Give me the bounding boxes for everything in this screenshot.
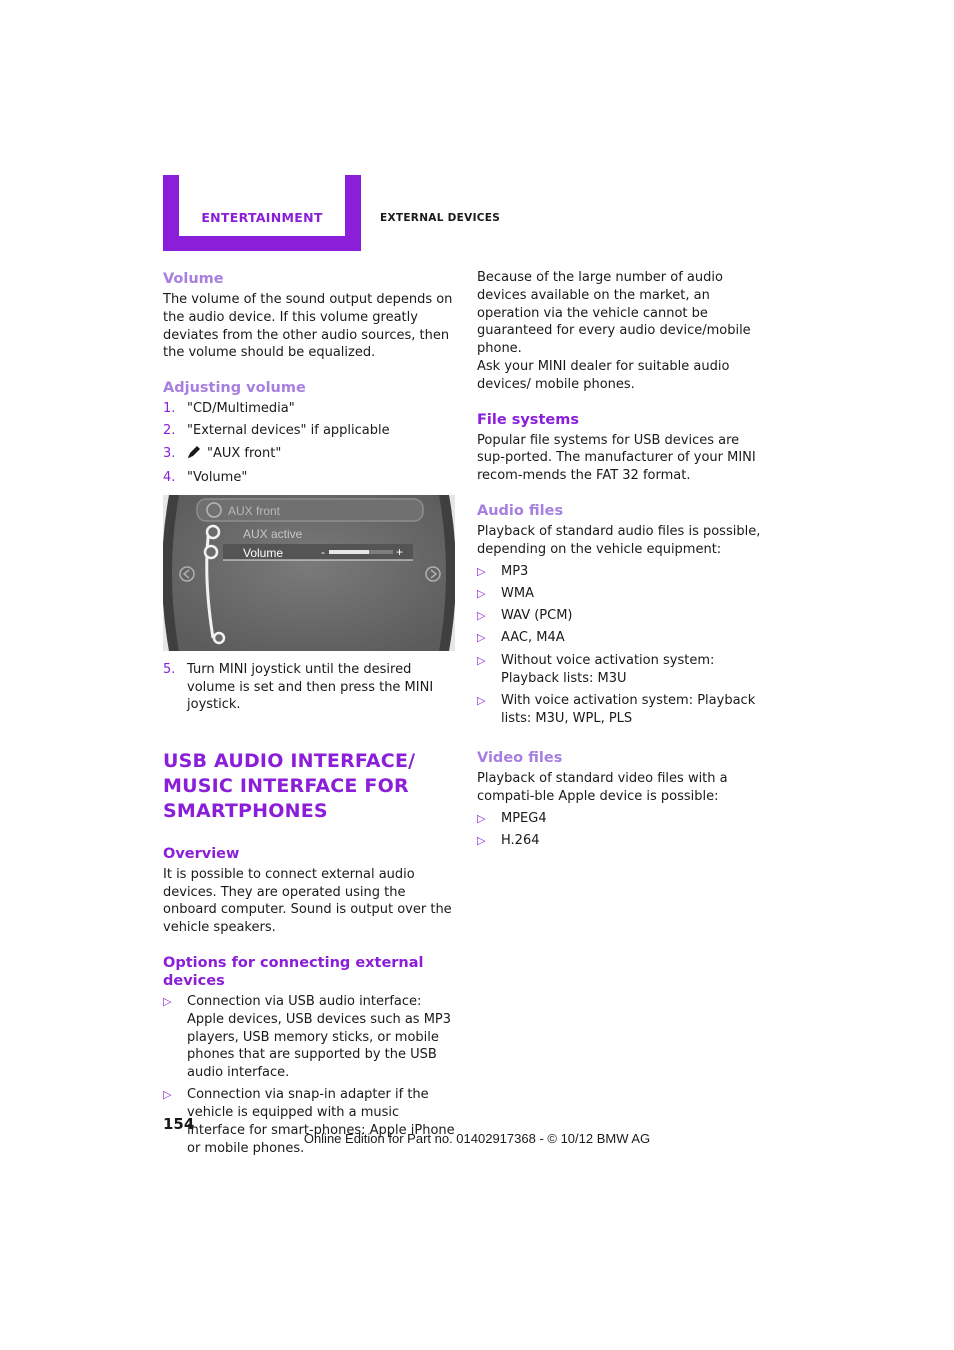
- adjusting-steps: [163, 400, 455, 487]
- edition-footer: Online Edition for Part no. 01402917368 - © 10/12 BMW AG: [303, 1131, 651, 1146]
- step-item: 1. "CD/Multimedia": [163, 401, 295, 417]
- list-item: ▷ H.264: [477, 832, 540, 848]
- volume-level-fill: [329, 550, 369, 554]
- list-item: ▷ Without voice activation system: Playback lists: M3U: [477, 652, 715, 686]
- file-systems-heading: File systems: [477, 411, 579, 428]
- step-item: 3. "AUX front": [163, 445, 455, 465]
- adjusting-step-5: [163, 661, 455, 714]
- step-item: 2. "External devices" if applicable: [163, 423, 390, 439]
- list-item: ▷ With voice activation system: Playback lists: M3U, WPL, PLS: [477, 692, 756, 726]
- file-systems-text: Popular file systems for USB devices are sup-ported. The manufacturer of your MINI recom-mends the FAT 32 format.: [477, 432, 756, 484]
- usb-section-heading: USB AUDIO INTERFACE/ MUSIC INTERFACE FOR SMARTPHONES: [163, 749, 416, 822]
- audio-files-text: Playback of standard audio files is possible, depending on the vehicle equipment:: [477, 523, 761, 557]
- audio-files-list: [477, 563, 769, 728]
- list-item: ▷ Connection via snap-in adapter if the vehicle is equipped with a music interface for smart-phones: Apple iPhone or mobile phones.: [163, 1087, 455, 1156]
- video-files-text: Playback of standard video files with a compati-ble Apple device is possible:: [477, 770, 728, 804]
- display-item-volume: Volume: [243, 545, 284, 560]
- overview-text: It is possible to connect external audio devices. They are operated using the onboard computer. Sound is output over the vehicle speakers.: [163, 866, 452, 936]
- adjusting-volume-heading: Adjusting volume: [163, 380, 306, 397]
- audio-files-heading: Audio files: [477, 502, 564, 519]
- left-column: [163, 270, 455, 1162]
- volume-minus-label: -: [321, 544, 325, 559]
- step-item: 5. Turn MINI joystick until the desired volume is set and then press the MINI joystick.: [163, 661, 434, 713]
- video-files-heading: Video files: [477, 749, 563, 766]
- list-item: ▷ MPEG4: [477, 810, 547, 826]
- volume-heading: Volume: [163, 271, 224, 287]
- pen-icon: [187, 445, 203, 465]
- right-column: [477, 269, 769, 854]
- list-item: ▷ AAC, M4A: [477, 630, 565, 646]
- list-item: ▷ WAV (PCM): [477, 608, 573, 624]
- intro-text: Because of the large number of audio devices available on the market, an operation via the vehicle cannot be guaranteed for every audio device/mobile phone.: [477, 270, 751, 357]
- list-item: ▷ MP3: [477, 563, 529, 579]
- page-number: 154: [163, 1115, 195, 1133]
- overview-heading: Overview: [163, 845, 240, 862]
- list-item: ▷ WMA: [477, 585, 534, 601]
- intro-text-2: Ask your MINI dealer for suitable audio devices/ mobile phones.: [477, 358, 730, 392]
- volume-plus-label: +: [396, 544, 404, 559]
- options-heading: Options for connecting external devices: [163, 954, 424, 989]
- section-title: EXTERNAL DEVICES: [380, 212, 501, 224]
- list-item: ▷ Connection via USB audio interface: Apple devices, USB devices such as MP3 players, USB memory sticks, or mobile phones that are supported by the USB audio interface.: [163, 993, 452, 1081]
- step-item: 4. "Volume": [163, 470, 248, 486]
- onboard-display-illustration: [163, 495, 455, 651]
- volume-text: The volume of the sound output depends on the audio device. If this volume greatly deviates from the other audio sources, then the volume should be equalized.: [163, 292, 453, 361]
- chapter-tab: ENTERTAINMENT: [201, 210, 323, 225]
- header-tab-inner: [179, 175, 345, 236]
- display-item-aux-active: AUX active: [243, 526, 303, 541]
- video-files-list: [477, 810, 769, 850]
- display-menu-title: AUX front: [228, 503, 281, 518]
